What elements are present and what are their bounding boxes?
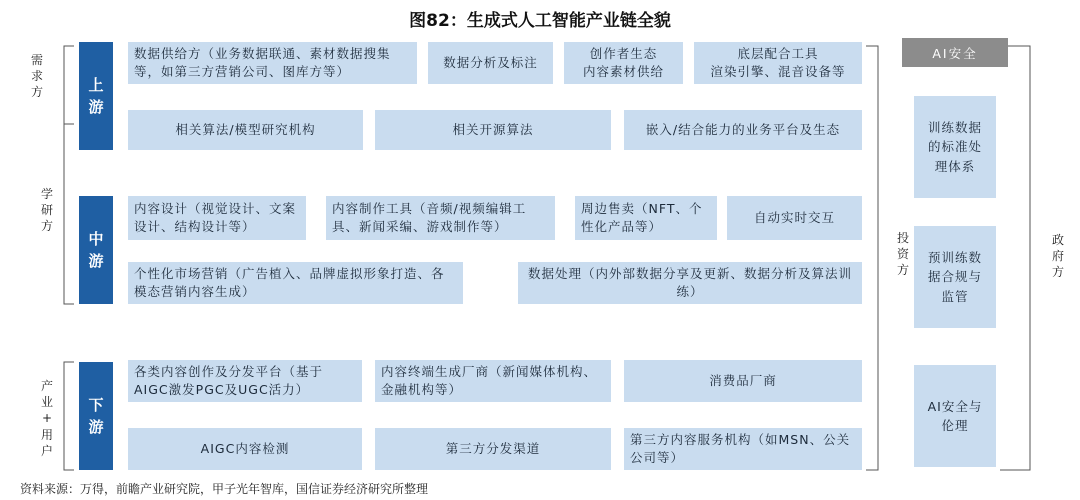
ai-security-header: AI安全 <box>902 38 1008 67</box>
diagram-title: 图82：生成式人工智能产业链全貌 <box>409 11 671 31</box>
stage-midstream: 中 游 <box>79 196 113 304</box>
midstream-content-design: 内容设计（视觉设计、文案设计、结构设计等） <box>128 196 306 240</box>
upstream-open-source: 相关开源算法 <box>375 110 611 150</box>
academic-bracket <box>64 124 74 304</box>
source-note: 资料来源：万得，前瞻产业研究院，甲子光年智库，国信证券经济研究所整理 <box>20 482 429 496</box>
downstream-terminal-vendors: 内容终端生成厂商（新闻媒体机构、金融机构等） <box>375 360 611 402</box>
upstream-algorithm-research: 相关算法/模型研究机构 <box>128 110 363 150</box>
training-data-standards: 训练数据的标准处理体系 <box>914 96 996 198</box>
midstream-content-tools: 内容制作工具（音频/视频编辑工具、新闻采编、游戏制作等） <box>326 196 555 240</box>
downstream-creation-platforms: 各类内容创作及分发平台（基于AIGC激发PGC及UGC活力） <box>128 360 362 402</box>
academic-side-label: 学 研 方 <box>40 187 53 234</box>
midstream-personalized-marketing: 个性化市场营销（广告植入、品牌虚拟形象打造、各模态营销内容生成） <box>128 262 463 304</box>
government-bracket <box>1000 46 1030 470</box>
government-label: 政 府 方 <box>1051 233 1064 280</box>
midstream-merchandise: 周边售卖（NFT、个性化产品等） <box>575 196 717 240</box>
upstream-data-supplier: 数据供给方（业务数据联通、素材数据搜集等，如第三方营销公司、图库方等） <box>128 42 417 84</box>
industry-side-label: 产 业 + 用 户 <box>40 379 53 458</box>
midstream-realtime-interaction: 自动实时交互 <box>727 196 862 240</box>
downstream-distribution-channels: 第三方分发渠道 <box>375 428 611 470</box>
downstream-aigc-detection: AIGC内容检测 <box>128 428 362 470</box>
upstream-base-tools: 底层配合工具 渲染引擎、混音设备等 <box>694 42 862 84</box>
stage-upstream: 上 游 <box>79 42 113 150</box>
demand-side-label: 需 求 方 <box>30 53 43 100</box>
investor-bracket <box>866 46 878 470</box>
midstream-data-processing: 数据处理（内外部数据分享及更新、数据分析及算法训练） <box>518 262 862 304</box>
industry-bracket <box>64 362 74 470</box>
downstream-consumer-goods: 消费品厂商 <box>624 360 862 402</box>
upstream-data-analysis: 数据分析及标注 <box>428 42 553 84</box>
investor-label: 投 资 方 <box>896 231 909 278</box>
pretraining-compliance: 预训练数据合规与监管 <box>914 226 996 328</box>
ai-safety-ethics: AI安全与伦理 <box>914 365 996 467</box>
stage-downstream: 下 游 <box>79 362 113 470</box>
downstream-content-services: 第三方内容服务机构（如MSN、公关公司等） <box>624 428 862 470</box>
demand-bracket <box>64 46 74 124</box>
upstream-business-platform: 嵌入/结合能力的业务平台及生态 <box>624 110 862 150</box>
upstream-creator-ecosystem: 创作者生态 内容素材供给 <box>564 42 683 84</box>
